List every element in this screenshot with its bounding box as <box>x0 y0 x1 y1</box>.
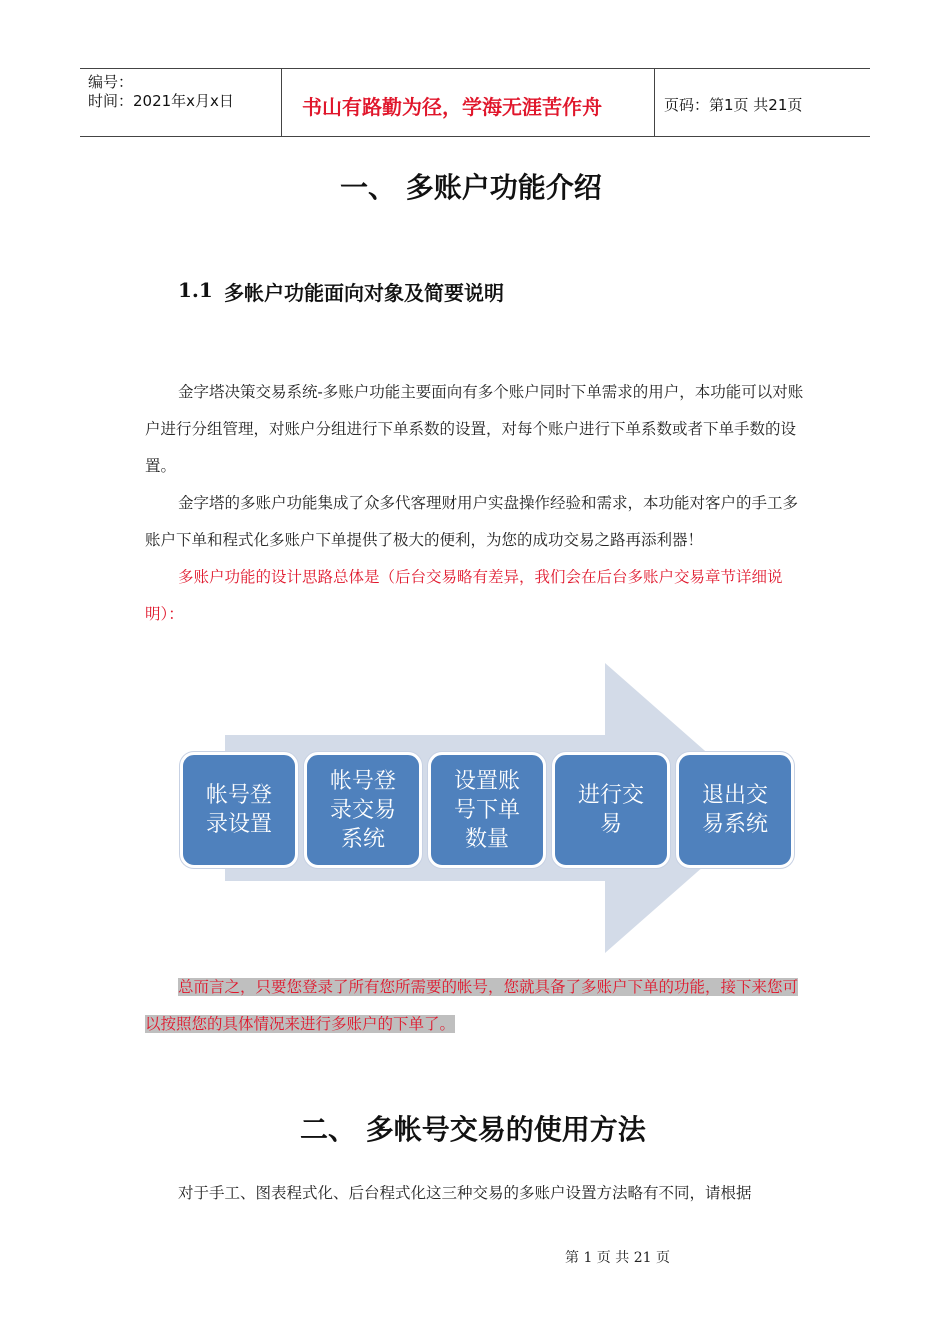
header-motto: 书山有路勤为径，学海无涯苦作舟 <box>302 95 602 119</box>
flow-step-5-label: 退出交易系统 <box>701 783 768 837</box>
header-motto-cell <box>282 69 655 136</box>
header-page-cell <box>655 69 870 136</box>
subsection-title: 多帐户功能面向对象及简要说明 <box>224 281 504 305</box>
flow-diagram <box>170 663 810 953</box>
design-idea-paragraph: 多账户功能的设计思路总体是（后台交易略有差异，我们会在后台多账户交易章节详细说明）： <box>145 568 783 623</box>
document-time-label: 时间：2021年x月x日 <box>88 92 234 110</box>
flow-step-4-label: 进行交易 <box>577 783 644 837</box>
flow-step-3 <box>428 752 546 868</box>
page-footer: 第 1 页 共 21 页 <box>565 1250 670 1266</box>
section2-title: 二、 多帐号交易的使用方法 <box>300 1113 646 1146</box>
summary-paragraph <box>145 969 807 1043</box>
flow-step-1 <box>180 752 298 868</box>
flow-step-5 <box>676 752 794 868</box>
section1-title: 一、 多账户功能介绍 <box>340 171 602 204</box>
header-page-info: 页码：第1页 共21页 <box>664 96 803 114</box>
page-header <box>80 68 870 137</box>
flow-step-2 <box>304 752 422 868</box>
summary-highlight: 总而言之，只要您登录了所有您所需要的帐号，您就具备了多账户下单的功能，接下来您可以按照您的具体情况来进行多账户的下单了。 <box>145 978 799 1033</box>
intro-paragraph-2: 金字塔的多账户功能集成了众多代客理财用户实盘操作经验和需求，本功能对客户的手工多账户下单和程式化多账户下单提供了极大的便利，为您的成功交易之路再添利器！ <box>145 494 799 549</box>
intro-paragraph-1: 金字塔决策交易系统-多账户功能主要面向有多个账户同时下单需求的用户，本功能可以对账户进行分组管理，对账户分组进行下单系数的设置，对每个账户进行下单系数或者下单手数的设置。 <box>145 383 804 475</box>
document-number-label: 编号： <box>88 73 134 91</box>
section2-paragraph: 对于手工、图表程式化、后台程式化这三种交易的多账户设置方法略有不同，请根据 <box>178 1184 752 1202</box>
header-left-cell <box>80 69 282 136</box>
subsection-number: 1.1 <box>178 278 213 302</box>
flow-step-4 <box>552 752 670 868</box>
flow-step-3-label: 设置账号下单数量 <box>453 768 520 852</box>
flow-step-2-label: 帐号登录交易系统 <box>329 768 396 852</box>
flow-step-1-label: 帐号登录设置 <box>205 783 272 837</box>
